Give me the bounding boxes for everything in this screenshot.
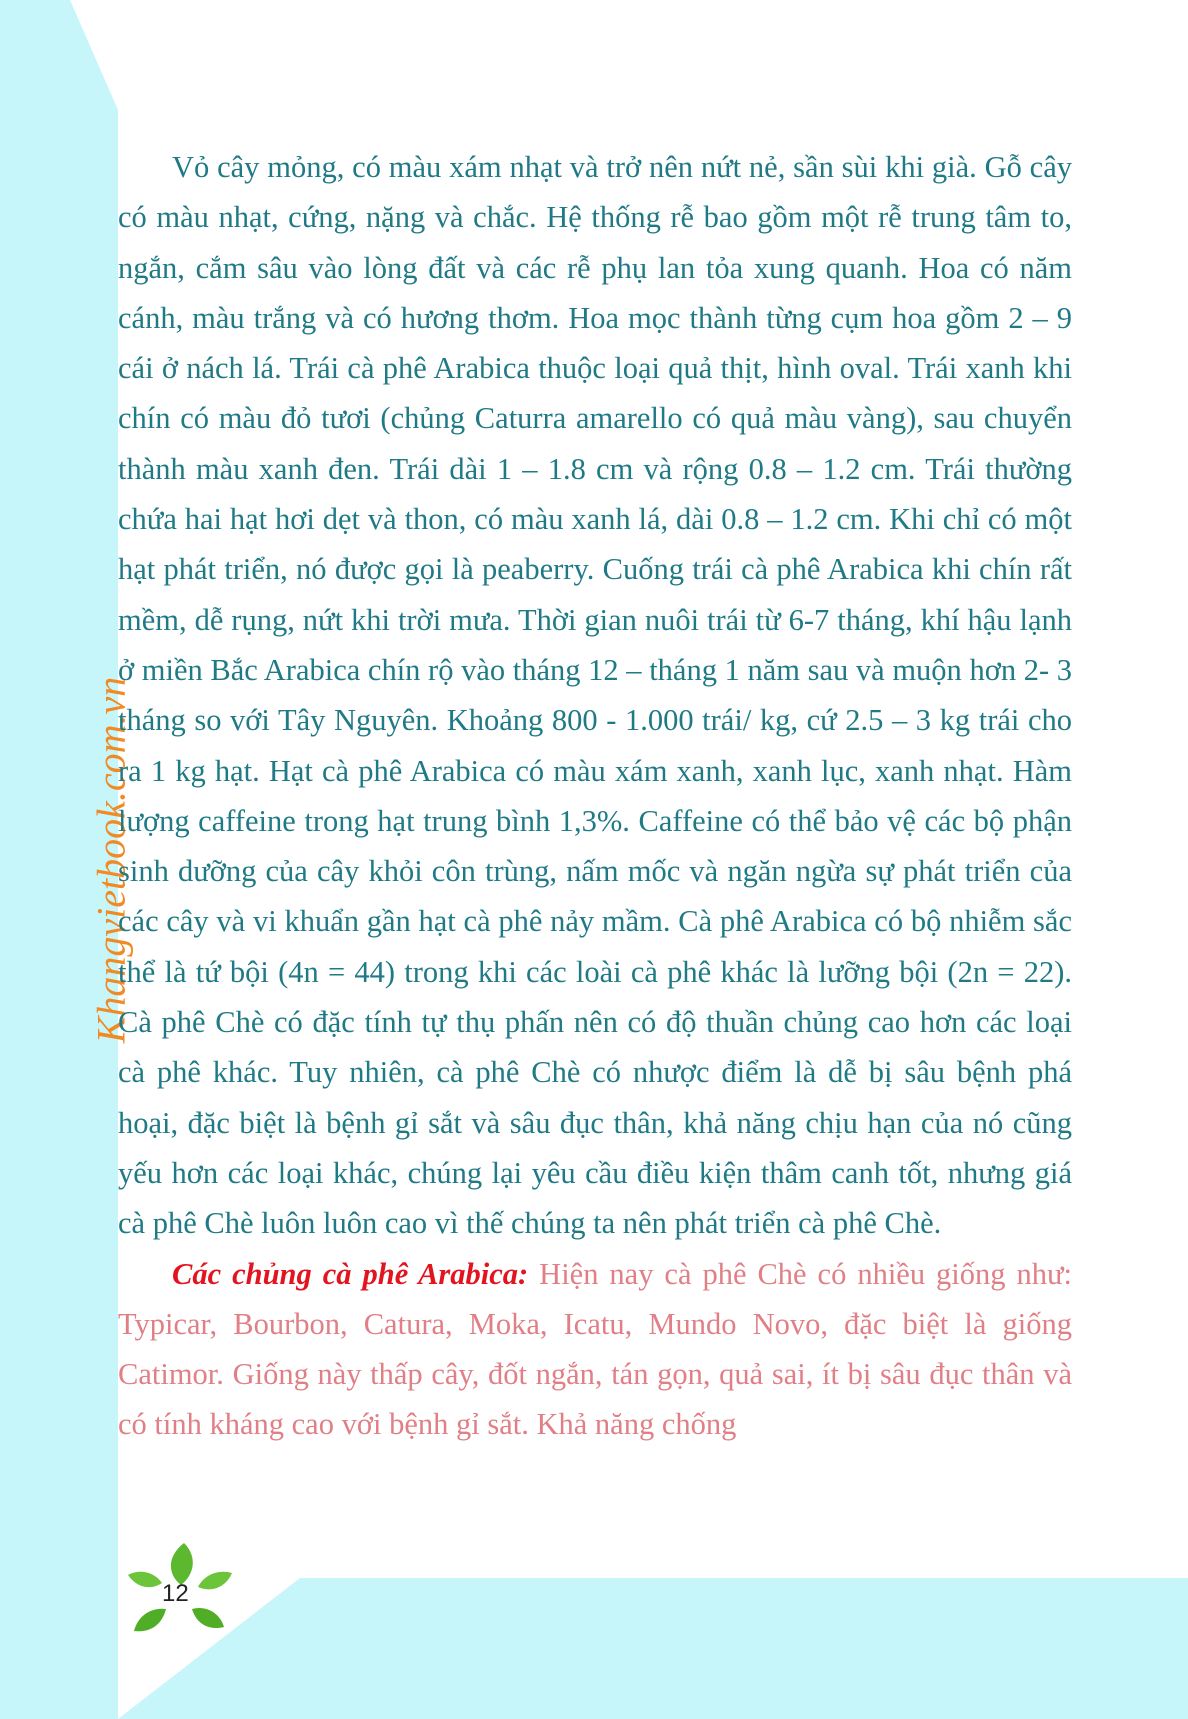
page-content [118, 142, 1072, 1450]
paragraph-arabica-varieties [118, 1249, 1072, 1450]
watermark: Khangvietbook.com.vn [88, 676, 134, 1044]
section-heading: Các chủng cà phê Arabica: [172, 1256, 529, 1291]
bottom-accent-shape [118, 1578, 1188, 1719]
paragraph-body: Hiện nay cà phê Chè có nhiều giống như: Typicar, Bourbon, Catura, Moka, Icatu, Mundo Novo, đặc biệt là giống Catimor. Giống này thấp cây, đốt ngắn, tán gọn, quả sai, ít bị sâu đục thân và có tính kháng cao với bệnh gỉ sắt. Khả năng chống [118, 1256, 1072, 1442]
page-number: 12 [162, 1580, 189, 1607]
paragraph-arabica-description: Vỏ cây mỏng, có màu xám nhạt và trở nên nứt nẻ, sần sùi khi già. Gỗ cây có màu nhạt, cứng, nặng và chắc. Hệ thống rễ bao gồm một rễ trung tâm to, ngắn, cắm sâu vào lòng đất và các rễ phụ lan tỏa xung quanh. Hoa có năm cánh, màu trắng và có hương thơm. Hoa mọc thành từng cụm hoa gồm 2 – 9 cái ở nách lá. Trái cà phê Arabica thuộc loại quả thịt, hình oval. Trái xanh khi chín có màu đỏ tươi (chủng Caturra amarello có quả màu vàng), sau chuyển thành màu xanh đen. Trái dài 1 – 1.8 cm và rộng 0.8 – 1.2 cm. Trái thường chứa hai hạt hơi dẹt và thon, có màu xanh lá, dài 0.8 – 1.2 cm. Khi chỉ có một hạt phát triển, nó được gọi là peaberry. Cuống trái cà phê Arabica khi chín rất mềm, dễ rụng, nứt khi trời mưa. Thời gian nuôi trái từ 6-7 tháng, khí hậu lạnh ở miền Bắc Arabica chín rộ vào tháng 12 – tháng 1 năm sau và muộn hơn 2- 3 tháng so với Tây Nguyên. Khoảng 800 - 1.000 trái/ kg, cứ 2.5 – 3 kg trái cho ra 1 kg hạt. Hạt cà phê Arabica có màu xám xanh, xanh lục, xanh nhạt. Hàm lượng caffeine trong hạt trung bình 1,3%. Caffeine có thể bảo vệ các bộ phận sinh dưỡng của cây khỏi côn trùng, nấm mốc và ngăn ngừa sự phát triển của các cây và vi khuẩn gần hạt cà phê nảy mầm. Cà phê Arabica có bộ nhiễm sắc thể là tứ bội (4n = 44) trong khi các loài cà phê khác là lưỡng bội (2n = 22). Cà phê Chè có đặc tính tự thụ phấn nên có độ thuần chủng cao hơn các loại cà phê khác. Tuy nhiên, cà phê Chè có nhược điểm là dễ bị sâu bệnh phá hoại, đặc biệt là bệnh gỉ sắt và sâu đục thân, khả năng chịu hạn của nó cũng yếu hơn các loại khác, chúng lại yêu cầu điều kiện thâm canh tốt, nhưng giá cà phê Chè luôn luôn cao vì thế chúng ta nên phát triển cà phê Chè. [118, 150, 1072, 1241]
